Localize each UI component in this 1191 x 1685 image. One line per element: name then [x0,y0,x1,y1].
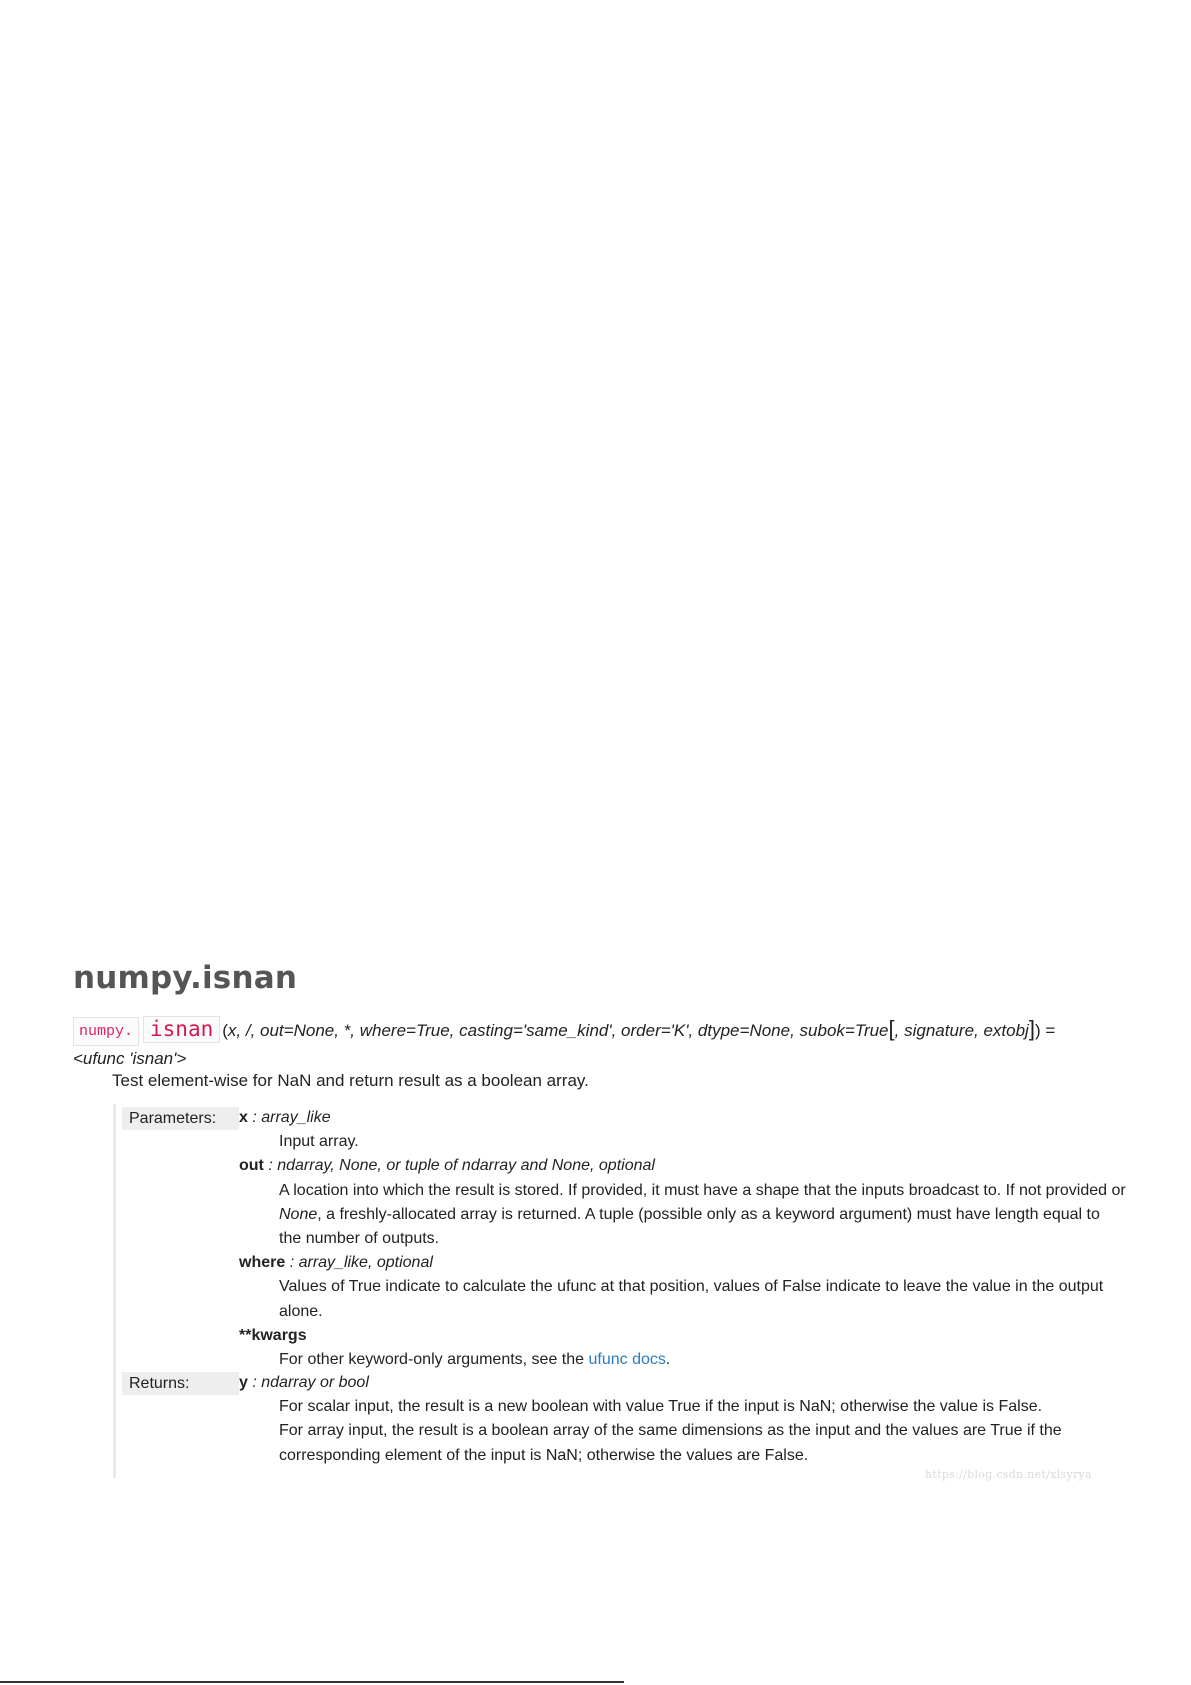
param-type: array_like [261,1109,331,1126]
footer-rule [0,1681,624,1683]
param-desc-part: . [665,1351,671,1369]
param-sep: : [285,1254,299,1272]
return-type: ndarray or bool [261,1374,369,1391]
watermark: https://blog.csdn.net/xlsyrya [925,1468,1092,1481]
param-name: out [239,1157,264,1175]
param-out [239,1154,1126,1178]
param-desc: Values of True indicate to calculate the ufunc at that position, values of False indicate to leave the value in the output alone. [279,1278,1104,1320]
signature-open-paren: ( [222,1021,228,1040]
function-description: Test element-wise for NaN and return result as a boolean array. [112,1071,589,1090]
param-type: ndarray, None, or tuple of ndarray and None, optional [277,1157,655,1175]
param-desc [239,1179,1126,1252]
field-list [113,1104,1126,1478]
signature-ufunc-value: <ufunc 'isnan'> [73,1049,187,1068]
return-desc-scalar: For scalar input, the result is a new boolean with value True if the input is NaN; otherwise the value is False. [279,1398,1043,1416]
function-signature [73,1016,1133,1071]
param-desc-emphasis: None [279,1205,318,1223]
return-sep: : [247,1374,262,1391]
returns-body [239,1371,1126,1468]
page-title: numpy.isnan [73,960,298,996]
param-name: where [239,1254,286,1272]
param-name: x [239,1109,248,1126]
signature-optional-params: , signature, extobj [894,1021,1029,1040]
param-sep: : [247,1109,262,1126]
signature-params: x, /, out=None, *, where=True, casting='same_kind', order='K', dtype=None, subok=True [227,1021,889,1040]
return-name: y [239,1374,248,1391]
param-where [239,1251,1126,1275]
param-desc [239,1348,1126,1372]
param-type: array_like, optional [298,1254,433,1272]
param-desc: Input array. [279,1133,359,1151]
param-desc-part: For other keyword-only arguments, see the [279,1351,589,1369]
signature-function-name: isnan [143,1016,220,1043]
return-desc-array: For array input, the result is a boolean array of the same dimensions as the input and the values are True if the corresponding element of the input is NaN; otherwise the values are False. [279,1422,1062,1464]
param-x [239,1106,1126,1130]
parameters-label: Parameters: [122,1107,239,1130]
parameters-body [239,1106,1126,1372]
param-kwargs [239,1324,1126,1348]
ufunc-docs-link[interactable]: ufunc docs [588,1351,666,1369]
signature-close-paren: ) = [1034,1021,1056,1040]
signature-module-prefix: numpy. [73,1017,139,1046]
signature-open-bracket: [ [888,1016,895,1041]
return-y [239,1371,1126,1395]
param-name: **kwargs [239,1326,307,1344]
param-desc-part: A location into which the result is stored. If provided, it must have a shape that the inputs broadcast to. If not provided or [279,1181,1126,1199]
signature-close-bracket: ] [1028,1016,1035,1041]
returns-label: Returns: [122,1372,239,1395]
param-desc-part: , a freshly-allocated array is returned. A tuple (possible only as a keyword argument) must have length equal to the number of outputs. [279,1205,1100,1248]
param-sep: : [263,1157,278,1175]
